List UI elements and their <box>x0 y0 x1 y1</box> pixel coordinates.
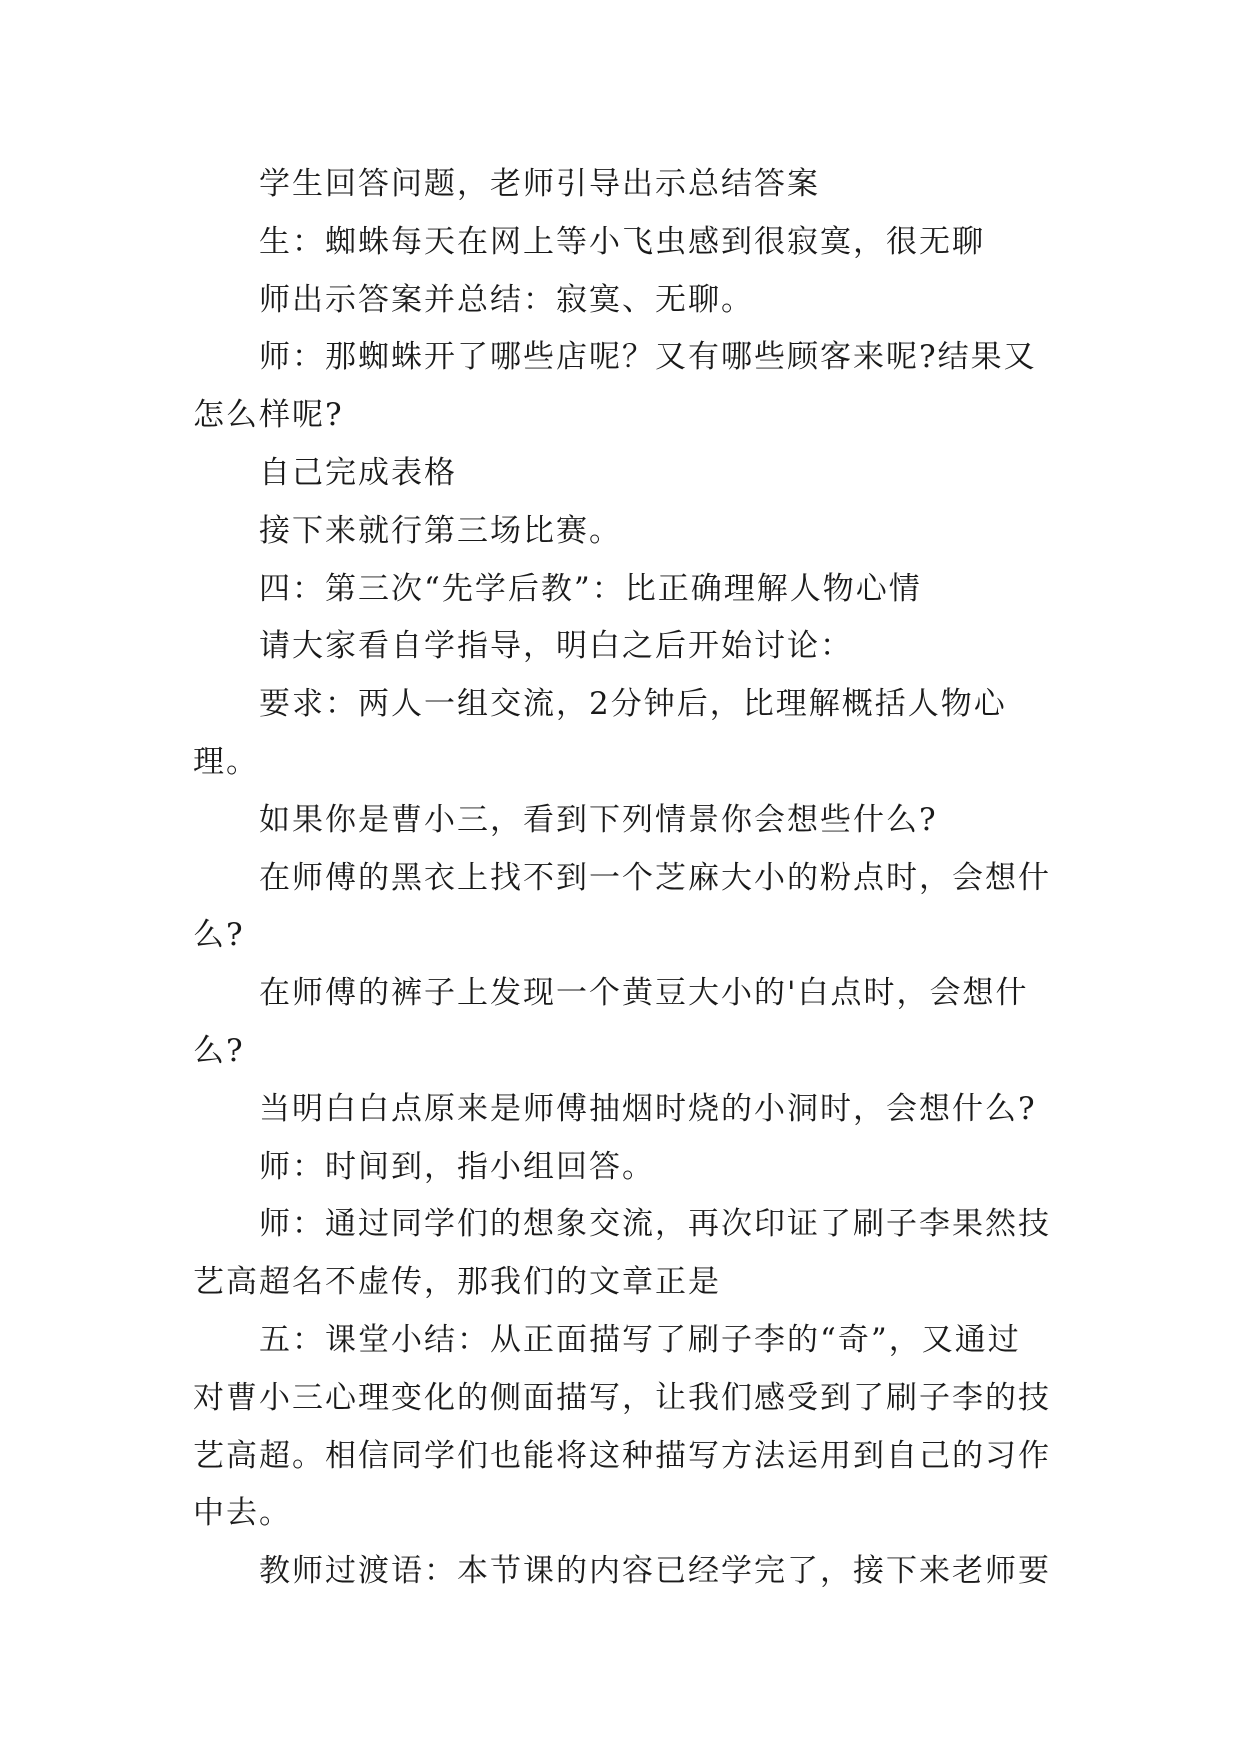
paragraph: 自己完成表格 <box>259 454 457 491</box>
paragraph: 在师傅的裤子上发现一个黄豆大小的'白点时，会想什么? <box>193 975 1029 1069</box>
paragraph: 接下来就行第三场比赛。 <box>259 512 622 549</box>
paragraph: 师：时间到，指小组回答。 <box>259 1148 655 1185</box>
paragraph: 四：第三次“先学后教”：比正确理解人物心情 <box>259 570 922 607</box>
paragraph: 教师过渡语：本节课的内容已经学完了，接下来老师要 <box>259 1553 1051 1590</box>
paragraph: 请大家看自学指导，明白之后开始讨论： <box>259 628 853 665</box>
document-body <box>193 156 1053 1601</box>
paragraph: 师：通过同学们的想象交流，再次印证了刷子李果然技艺高超名不虚传，那我们的文章正是 <box>193 1206 1051 1301</box>
paragraph: 师：那蜘蛛开了哪些店呢？又有哪些顾客来呢?结果又怎么样呢? <box>193 339 1037 434</box>
paragraph: 要求：两人一组交流，2分钟后，比理解概括人物心理。 <box>193 686 1007 780</box>
paragraph: 师出示答案并总结：寂寞、无聊。 <box>259 281 754 318</box>
paragraph: 当明白白点原来是师傅抽烟时烧的小洞时，会想什么? <box>259 1090 1037 1127</box>
paragraph: 如果你是曹小三，看到下列情景你会想些什么? <box>259 801 938 838</box>
paragraph: 生：蜘蛛每天在网上等小飞虫感到很寂寞，很无聊 <box>259 223 985 260</box>
paragraph: 五：课堂小结：从正面描写了刷子李的“奇”，又通过对曹小三心理变化的侧面描写，让我们感受到了刷子李的技艺高超。相信同学们也能将这种描写方法运用到自己的习作中去。 <box>193 1321 1051 1532</box>
paragraph: 在师傅的黑衣上找不到一个芝麻大小的粉点时，会想什么? <box>193 859 1051 954</box>
paragraph: 学生回答问题，老师引导出示总结答案 <box>259 166 820 202</box>
